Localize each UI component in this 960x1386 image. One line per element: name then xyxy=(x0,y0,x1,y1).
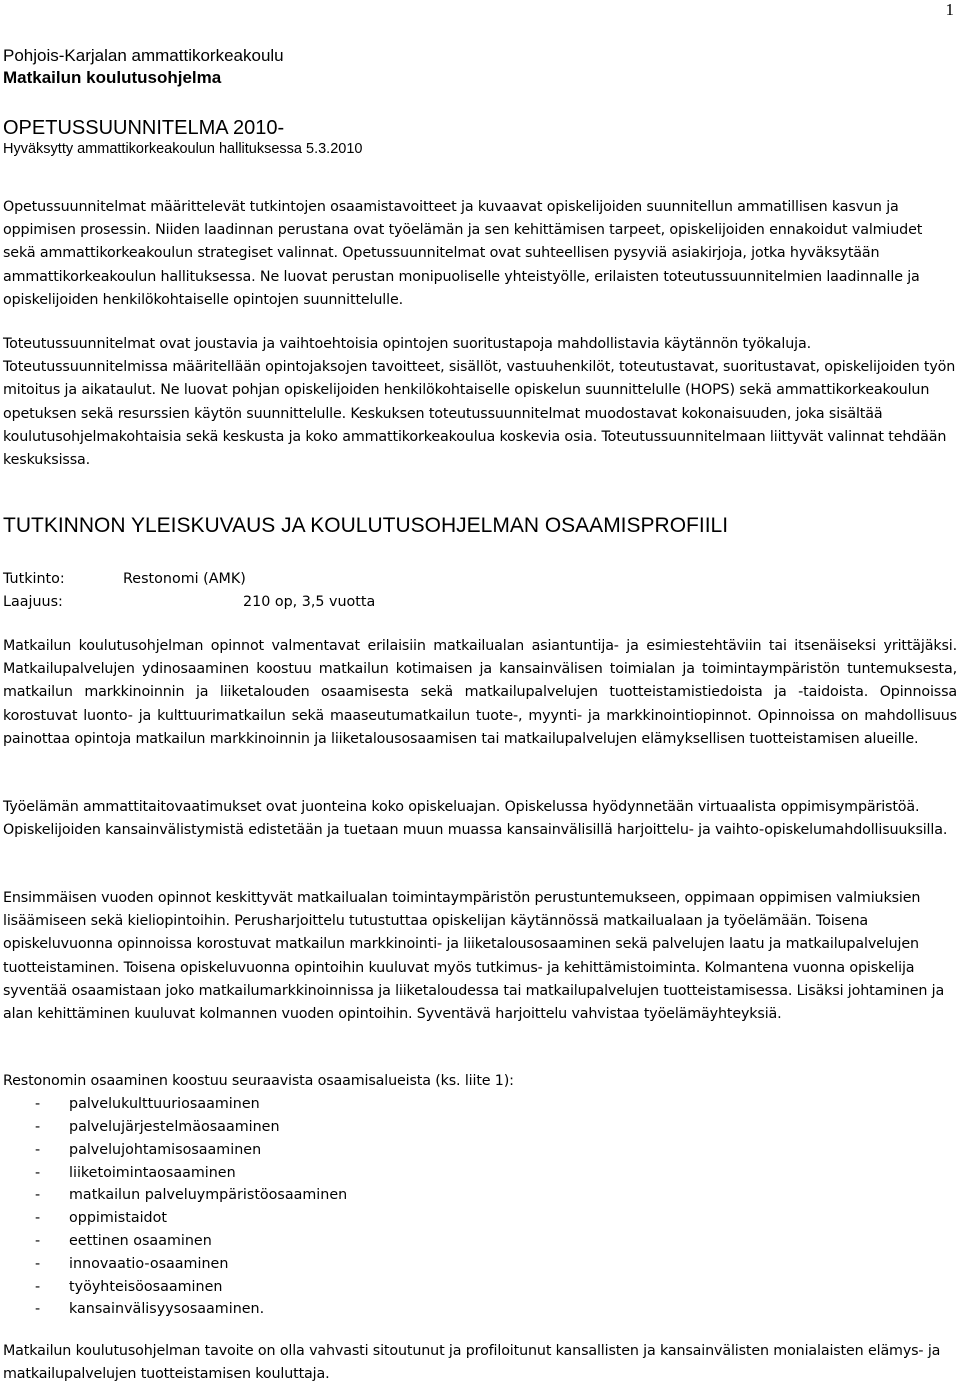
list-dash: - xyxy=(35,1210,41,1227)
list-item-text: matkailun palveluympäristöosaaminen xyxy=(69,1187,348,1204)
programme-goal-section xyxy=(3,1340,957,1386)
intro-section-2 xyxy=(3,333,957,472)
list-item xyxy=(3,1139,957,1162)
list-dash: - xyxy=(35,1164,41,1181)
list-item xyxy=(3,1276,957,1299)
list-dash: - xyxy=(35,1187,41,1204)
list-item-text: eettinen osaaminen xyxy=(69,1232,212,1249)
section-title: TUTKINNON YLEISKUVAUS JA KOULUTUSOHJELMAN OSAAMISPROFIILI xyxy=(3,514,729,537)
intro-paragraph-2: Toteutussuunnitelmat ovat joustavia ja vaihtoehtoisia opintojen suoritustapoja mahdollistavia käytännön työkaluja. Toteutussuunnitelmissa määritellään opintojaksojen tavoitteet, sisällöt, vastuuhenkilöt, toteutustavat, suoritustavat, opiskelijoiden työn mitoitus ja aikataulut. Ne luovat pohjan opiskelijoiden henkilökohtaiselle opiskelun suunnittelulle (HOPS) sekä ammattikorkeakoulun opetuksen sekä resurssien käytön suunnittelulle. Keskuksen toteutussuunnitelmat muodostavat kokonaisuuden, joka sisältää koulutusohjelmakohtaisia sekä keskusta ja koko ammattikorkeakoulua koskevia osia. Toteutussuunnitelmaan liittyvät valinnat tehdään keskuksissa. xyxy=(3,336,956,469)
working-life-section xyxy=(3,796,957,842)
list-item-text: kansainvälisyysosaaminen. xyxy=(69,1301,265,1318)
study-years-section xyxy=(3,887,957,1026)
list-item xyxy=(3,1093,957,1116)
institution-name: Pohjois-Karjalan ammattikorkeakoulu xyxy=(3,46,284,65)
degree-value: Restonomi (AMK) xyxy=(123,571,246,587)
list-item-text: palvelukulttuuriosaaminen xyxy=(69,1096,260,1113)
body-paragraph-4: Restonomin osaaminen koostuu seuraavista osaamisalueista (ks. liite 1): xyxy=(3,1073,514,1089)
scope-row xyxy=(3,591,957,614)
list-item xyxy=(3,1253,957,1276)
body-paragraph-2: Työelämän ammattitaitovaatimukset ovat juonteina koko opiskeluajan. Opiskelussa hyödynnetään virtuaalista oppimisympäristöä. Opiskelijoiden kansainvälistymistä edistetään ja tuetaan muun muassa kansainvälisillä harjoittelu- ja vaihto-opiskelumahdollisuuksilla. xyxy=(3,799,948,839)
scope-value: 210 op, 3,5 vuotta xyxy=(243,594,376,610)
list-item xyxy=(3,1298,957,1321)
document-title-block xyxy=(3,117,957,159)
body-paragraph-1: Matkailun koulutusohjelman opinnot valmentavat erilaisiin matkailualan asiantuntija- ja esimiestehtäviin tai itsenäiseksi yrittäjäksi. Matkailupalvelujen ydinosaaminen koostuu matkailun kotimaisen ja kansainvälisen toimialan ja toimintaympäristön tuntemuksesta, matkailun markkinoinnin ja liiketalouden osaamisesta sekä matkailupalvelujen tuotteistamistiedoista ja -taidoista. Opinnoissa korostuvat luonto- ja kulttuurimatkailun sekä maaseutumatkailun tuote-, myynti- ja markkinointiopinnot. Opinnoissa on mahdollisuus painottaa opintoja matkailun markkinoinnin ja liiketalousosaamisen tai matkailupalvelujen elämyksellisen tuotteistamisen alueille. xyxy=(3,638,957,747)
list-dash: - xyxy=(35,1301,41,1318)
degree-info xyxy=(3,568,957,614)
degree-row xyxy=(3,568,957,591)
list-dash: - xyxy=(35,1255,41,1272)
list-dash: - xyxy=(35,1119,41,1135)
scope-label: Laajuus: xyxy=(3,594,63,610)
programme-description xyxy=(3,635,957,751)
document-header xyxy=(3,45,957,89)
list-item xyxy=(3,1184,957,1207)
competence-list xyxy=(3,1093,957,1321)
document-title: OPETUSSUUNNITELMA 2010- xyxy=(3,117,285,139)
list-item xyxy=(3,1162,957,1185)
list-item-text: innovaatio-osaaminen xyxy=(69,1255,229,1272)
list-item-text: liiketoimintaosaaminen xyxy=(69,1164,236,1181)
list-item-text: palvelujohtamisosaaminen xyxy=(69,1141,262,1158)
list-dash: - xyxy=(35,1278,41,1295)
programme-name: Matkailun koulutusohjelma xyxy=(3,68,222,87)
competence-section xyxy=(3,1070,957,1321)
body-paragraph-3: Ensimmäisen vuoden opinnot keskittyvät matkailualan toimintaympäristön perustuntemukseen, oppimaan oppimisen valmiuksien lisäämiseen sekä kieliopintoihin. Perusharjoittelu tutustuttaa opiskelijan käytännössä matkailualaan ja työelämään. Toisena opiskeluvuonna opinnoissa korostuvat matkailun markkinointi- ja liiketalousosaaminen sekä palvelujen laatu ja matkailupalvelujen tuotteistaminen. Toisena opiskeluvuonna opintoihin kuuluvat myös tutkimus- ja kehittämistoiminta. Kolmantena vuonna opiskelija syventää osaamistaan joko matkailumarkkinoinnissa ja liiketaloudessa tai matkailupalvelujen tuotteistamisessa. Lisäksi johtaminen ja alan kehittäminen kuuluvat kolmannen vuoden opintoihin. Syventävä harjoittelu vahvistaa työelämäyhteyksiä. xyxy=(3,890,945,1023)
intro-section xyxy=(3,196,957,312)
list-dash: - xyxy=(35,1096,41,1113)
list-item xyxy=(3,1207,957,1230)
intro-paragraph-1: Opetussuunnitelmat määrittelevät tutkintojen osaamistavoitteet ja kuvaavat opiskelijoiden suunnitellun ammatillisen kasvun ja oppimisen prosessin. Niiden laadinnan perustana ovat työelämän ja sen kehittämisen tarpeet, opiskelijoiden ennakoidut valmiudet sekä ammattikorkeakoulun strategiset valinnat. Opetussuunnitelmat ovat suhteellisen pysyviä asiakirjoja, jotka hyväksytään ammattikorkeakoulun hallituksessa. Ne luovat perustan monipuoliselle yhteistyölle, erilaisten toteutussuunnitelmien laadinnalle ja opiskelijoiden henkilökohtaiselle opintojen suunnittelulle. xyxy=(3,199,923,308)
section-heading-block xyxy=(3,513,957,539)
approval-note: Hyväksytty ammattikorkeakoulun hallituksessa 5.3.2010 xyxy=(3,141,363,157)
list-item xyxy=(3,1230,957,1253)
list-item xyxy=(3,1116,957,1139)
page-number: 1 xyxy=(945,0,954,19)
list-dash: - xyxy=(35,1141,41,1158)
degree-label: Tutkinto: xyxy=(3,571,65,587)
list-item-text: palvelujärjestelmäosaaminen xyxy=(69,1119,280,1135)
list-dash: - xyxy=(35,1232,41,1249)
body-paragraph-5: Matkailun koulutusohjelman tavoite on olla vahvasti sitoutunut ja profiloitunut kansallisten ja kansainvälisten monialaisten elämys- ja matkailupalvelujen tuotteistamisen kouluttaja. xyxy=(3,1343,941,1383)
list-item-text: työyhteisöosaaminen xyxy=(69,1278,223,1295)
list-item-text: oppimistaidot xyxy=(69,1210,167,1227)
